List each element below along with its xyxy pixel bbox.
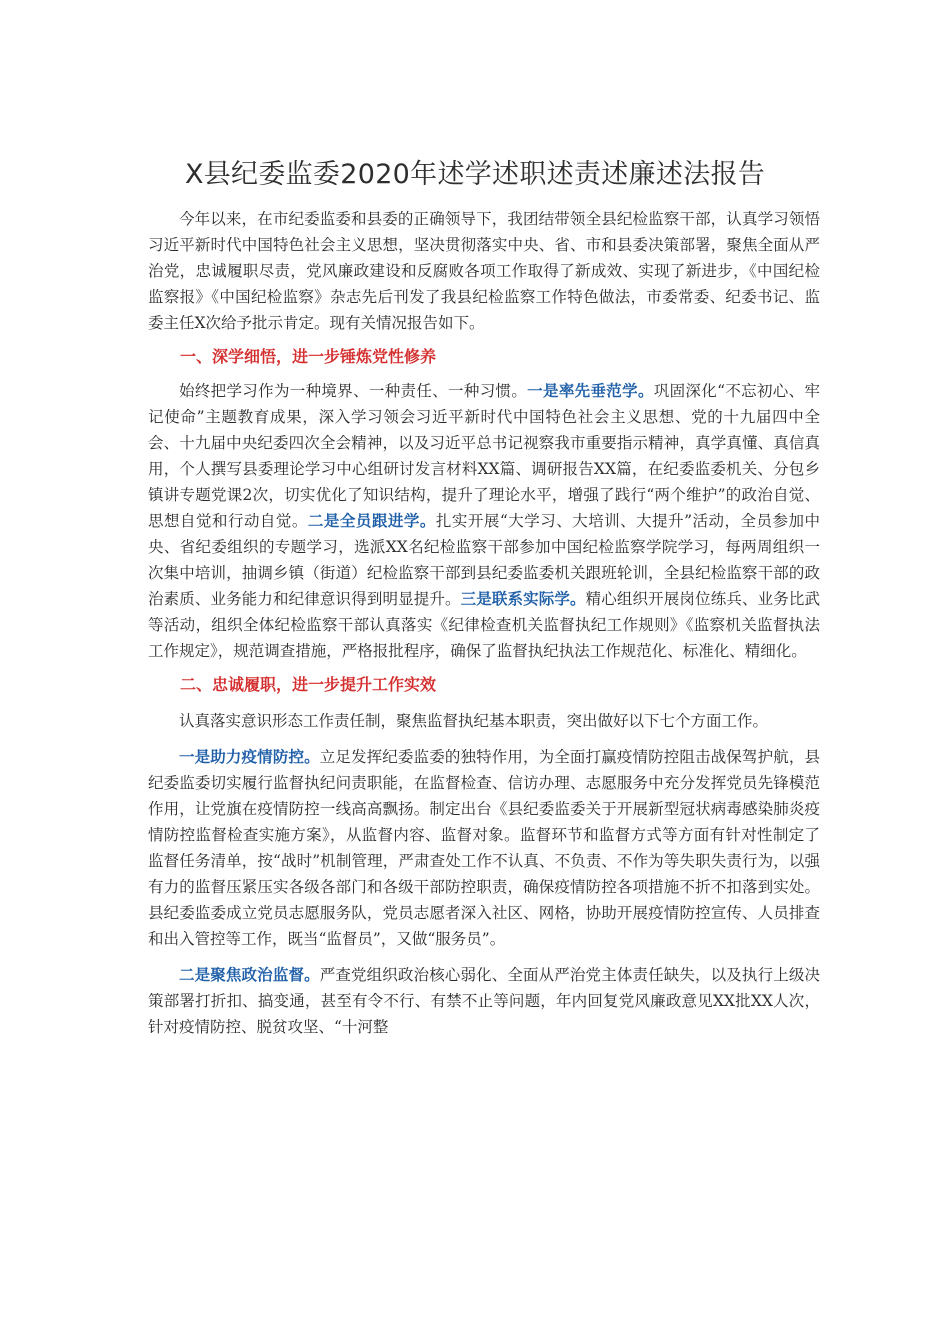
highlight-lead-third: 三是联系实际学。 bbox=[460, 589, 586, 608]
section-2-intro-paragraph: 认真落实意识形态工作责任制，聚焦监督执纪基本职责，突出做好以下七个方面工作。 bbox=[179, 712, 769, 730]
section-1-text-first: 巩固深化“不忘初心、牢记使命”主题教育成果，深入学习领会习近平新时代中国特色社会主义思想、党的十九届四中全会、十九届中央纪委四次全会精神，以及习近平总书记视察我市重要指示精神，真学真懂、真信真用，个人撰写县委理论学习中心组研讨发言材料XX篇、调研报告XX篇，在纪委监委机关、分包乡镇讲专题党课2次，切实优化了知识结构，提升了理论水平，增强了践行“两个维护”的政治自觉、思想自觉和行动自觉。 bbox=[148, 382, 820, 530]
epidemic-control-text: 立足发挥纪委监委的独特作用，为全面打赢疫情防控阻击战保驾护航，县纪委监委切实履行监督执纪问责职能，在监督检查、信访办理、志愿服务中充分发挥党员先锋模范作用，让党旗在疫情防控一线高高飘扬。制定出台《县纪委监委关于开展新型冠状病毒感染肺炎疫情防控监督检查实施方案》，从监督内容、监督对象。监督环节和监督方式等方面有针对性制定了监督任务清单，按“战时”机制管理，严肃查处工作不认真、不负责、不作为等失职失责行为，以强有力的监督压紧压实各级各部门和各级干部防控职责，确保疫情防控各项措施不折不扣落到实处。县纪委监委成立党员志愿服务队，党员志愿者深入社区、网格，协助开展疫情防控宣传、人员排查和出入管控等工作，既当“监督员”，又做“服务员”。 bbox=[148, 748, 820, 948]
highlight-epidemic-control: 一是助力疫情防控。 bbox=[179, 747, 320, 766]
epidemic-control-paragraph bbox=[148, 744, 820, 952]
highlight-lead-first: 一是率先垂范学。 bbox=[527, 381, 654, 400]
document-title: X县纪委监委2020年述学述职述责述廉述法报告 bbox=[184, 159, 766, 190]
section-1-paragraph bbox=[148, 378, 820, 664]
highlight-lead-second: 二是全员跟进学。 bbox=[307, 511, 436, 530]
intro-paragraph: 今年以来，在市纪委监委和县委的正确领导下，我团结带领全县纪检监察干部，认真学习领悟习近平新时代中国特色社会主义思想，坚决贯彻落实中央、省、市和县委决策部署，聚焦全面从严治党，忠诚履职尽责，党风廉政建设和反腐败各项工作取得了新成效、实现了新进步，《中国纪检监察报》《中国纪检监察》杂志先后刊发了我县纪检监察工作特色做法，市委常委、纪委书记、监委主任X次给予批示肯定。现有关情况报告如下。 bbox=[148, 210, 820, 332]
section-1-lead-text: 始终把学习作为一种境界、一种责任、一种习惯。 bbox=[179, 382, 528, 400]
section-2-heading: 二、忠诚履职，进一步提升工作实效 bbox=[180, 675, 437, 694]
document-body bbox=[148, 206, 820, 1040]
political-supervision-text: 严查党组织政治核心弱化、全面从严治党主体责任缺失，以及执行上级决策部署打折扣、搞变通，甚至有令不行、有禁不止等问题，年内回复党风廉政意见XX批XX人次，针对疫情防控、脱贫攻坚、“十河整 bbox=[148, 966, 820, 1036]
political-supervision-paragraph bbox=[148, 962, 820, 1040]
section-1-text-third: 精心组织开展岗位练兵、业务比武等活动，组织全体纪检监察干部认真落实《纪律检查机关监督执纪工作规则》《监察机关监督执法工作规定》，规范调查措施，严格报批程序，确保了监督执纪执法工作规范化、标准化、精细化。 bbox=[148, 590, 820, 660]
section-1-heading: 一、深学细悟，进一步锤炼党性修养 bbox=[180, 347, 437, 366]
highlight-political-supervision: 二是聚焦政治监督。 bbox=[179, 965, 320, 984]
section-1-text-second: 扎实开展“大学习、大培训、大提升”活动，全员参加中央、省纪委组织的专题学习，选派XX名纪检监察干部参加中国纪检监察学院学习，每两周组织一次集中培训，抽调乡镇（街道）纪检监察干部到县纪委监委机关跟班轮训，全县纪检监察干部的政治素质、业务能力和纪律意识得到明显提升。 bbox=[148, 512, 820, 608]
